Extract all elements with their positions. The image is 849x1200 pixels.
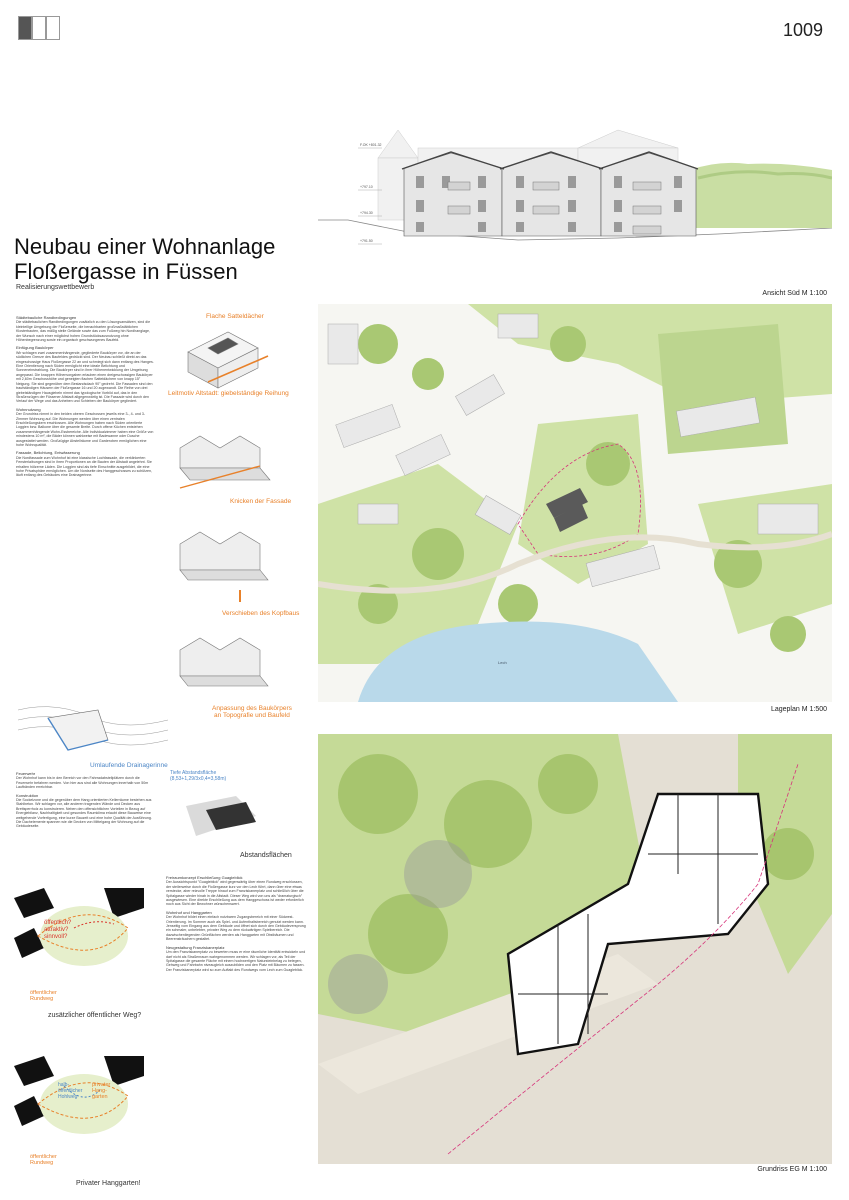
abstand-diagram xyxy=(176,786,276,846)
block1-head: Städtebauliche Randbedingungen xyxy=(16,315,77,320)
lake-label: Lech xyxy=(498,660,507,665)
block5-head: Feuerwehr xyxy=(16,771,36,776)
elevation-drawing xyxy=(318,108,832,288)
diagram-5-label: Umlaufende Drainagerinne xyxy=(90,762,168,769)
route1-q3: sinnvoll? xyxy=(44,934,68,940)
text-column-left-lower xyxy=(16,772,154,829)
route-diagram-1 xyxy=(14,888,144,988)
route-diagram-2 xyxy=(14,1056,144,1156)
diagram-3-label: Verschieben des Kopfbaus xyxy=(222,610,300,617)
block4-head: Fassade, Belichtung, Entwässerung xyxy=(16,450,80,456)
route1-caption: zusätzlicher öffentlicher Weg? xyxy=(48,1012,142,1019)
route2-orange-label-2: öffentlicher Rundweg xyxy=(30,1154,57,1166)
level-label-ground: +791.50 xyxy=(360,239,373,243)
block8: Der Wohnhof bildet einen einfach nutzbaren Zugangsbereich mit einer Südwest-Orientierung. Im Sommer auch als Spiel- und Aufenthaltsbereich genutzt werden kann. Jenseitig vom Eingang aus dem Gebäude und öffnet sich durch den Gebäudeversprung ein schmaler, unbelebter, privater Weg zu dem rückwärtigen Spielbereich. Die dazwischenliegenden Grünflächen werden als Hanggarten mit Obstbäumen und Beerensträuchern gestaltet. xyxy=(166,915,306,942)
route1-q1: öffentlich? xyxy=(44,920,72,926)
level-label-upper: +797.10 xyxy=(360,185,373,189)
diagram-1-label: Flache Satteldächer xyxy=(206,313,264,320)
block2: Wir schlagen zwei zusammenhängende, gegliederte Baukörper vor, die an der südlichen Grenze des Baufeldes gedrückt sind. Der Neubau schließt direkt an das eingeschossige Haus Floßergasse 22 an und schmiegt sich dann entlang des Hanges. Eine Orientierung nach Süden ermöglicht eine ideale Belichtung und Sonneneinstrahlung. Die Baukörper sind in ihrer Höhenentwicklung der Umgebung angepasst. Die knappen Höhenvorgaben erlauben einen dreigeschossigen Baukörper mit 2,60m Geschosshöhe und geneigten flachen Satteldächern von knapp 15° Neigung. Sie sind gegenüber dem Bestandsdach 90° gedreht. Die Fassaden sind den traufständigen Häusern der Floßergasse 16 und 20 zugewandt. Die Reihe von drei giebelständigen Hausgiebeln nimmt das typologische Vorbild auf, das in den Straßenzügen der Füssener Altstadt allgegenwärtig ist. Die Fassade wird durch den Verlauf der Wege und das Anheben und Schieben der Baukörper gegliedert. xyxy=(16,350,154,404)
diagram-5-drainage xyxy=(18,690,168,760)
block6-head: Konstruktion xyxy=(16,792,39,798)
elevation-caption: Ansicht Süd M 1:100 xyxy=(762,290,827,297)
abstand-title: Tiefe Abstandsfläche (8,53+1,29/3x0,4=3,58m) xyxy=(170,770,227,782)
page-title xyxy=(14,234,275,284)
block1: Die städtebaulichen Randbedingungen zusätzlich zu den Lösungsansätzen, sind die kleinteilige Umgebung der Floßerseite, die benachbarten großmaßstäblichen Klosterbauten, das mäßig steile Gelände sowie das zum Fußweg hin Nordhanglage, der Wunsch nach einer möglichst hohen Grundstücksausnutzung ohne Höhenbegrenzung sowie ein organisch geschwungenes Baufeld. xyxy=(16,320,151,343)
floor-plan-caption: Grundriss EG M 1:100 xyxy=(757,1166,827,1173)
text-column-left xyxy=(16,316,154,478)
block3-head: Wohnnutzung xyxy=(16,406,41,412)
block9: Um den Franziskanerplatz zu bewerten muss er eine räumliche Identität entwickeln und darf nicht als Straßenraum wahrgenommen werden. Wir schlagen vor, als Teil der Spitalgasse die gesamte Fläche mit einem hochwertigen Natursteinbelag zu belegen, Gehweg und Fahrbahn niveaugleich auszubilden und den Platz mit Bäumen zu fassen. Der Franziskanerplatz wird so zum Auftakt des Rundwegs vom Lech zum Guagleblick. xyxy=(166,950,306,972)
page-number: 1009 xyxy=(782,20,823,40)
diagram-2-label: Knicken der Fassade xyxy=(230,498,292,505)
title-line-2: Floßergasse in Füssen xyxy=(14,259,238,284)
competition-logo xyxy=(18,16,60,40)
diagram-2-massing xyxy=(170,408,280,498)
floor-plan xyxy=(318,734,832,1164)
level-label-roof: F.OK +801.32 xyxy=(360,143,382,147)
site-plan xyxy=(318,304,832,702)
block9-head: Neugestaltung Franziskanerplatz xyxy=(166,944,225,950)
abstand-caption: Abstandsflächen xyxy=(240,852,292,859)
diagram-1-sublabel: Leitmotiv Altstadt: giebelständige Reihung xyxy=(168,390,289,397)
diagram-4-massing xyxy=(170,620,280,700)
block4: Die Nordfassade zum Wohnhof ist eine klassische Lochfassade, die verklinkerten Fensterlaibungen sind in ihren Proportionen an die Bauten der Altstadt angelehnt. Sie erhalten hölzerne Läden. Die Loggien sind als tiefe Einschnitte ausgebildet, die eine hohe Privatsphäre ermöglichen. Um die Nordseite des Hanggeschosses zu schützen, läuft entlang des Gebäudes eine Drainagerinne. xyxy=(16,455,153,478)
route1-question xyxy=(44,920,71,941)
route1-q2: attraktiv? xyxy=(44,927,69,933)
page-subtitle: Realisierungswettbewerb xyxy=(16,284,95,291)
site-plan-caption: Lageplan M 1:500 xyxy=(770,706,827,713)
block7-head: Freiraumkonzept Erschließung Guagleblick xyxy=(166,875,243,880)
route2-caption: Privater Hanggarten! xyxy=(76,1180,141,1187)
block5: Der Wohnhof kann bis in den Bereich vor den Fahrradabstellplätzen durch die Feuerwehr befahren werden. Von hier aus sind alle Wohnungen innerhalb von 50m Laufbänden erreichbar. xyxy=(16,776,149,790)
diagram-3-massing xyxy=(170,514,280,604)
block7: Der Aussichtspunkt "Guagleblick" wird gegenwärtig über einen Rundweg erschlossen, der steilerweise durch die Floßergasse kurz vor den Lech führt, dann über eine etwas verstecke, aber reizvolle Treppe hinauf zum Franziskanerplatz und schließlich über die Spitalgasse wieder hinab in die Altstadt. Dieser Weg wird von uns als "dramaturgisch" ausgewiesen. Eine direkte Erschließung aus dem Hanggeschoss ist weder erforderlich noch aus Sicht der Bewohner wünschenswert. xyxy=(166,880,304,907)
title-line-1: Neubau einer Wohnanlage xyxy=(14,234,276,259)
block3: Der Grundriss nimmt in den beiden oberen Geschossen jeweils eine 3-, 4- und 3-Zimmer Wohnung auf. Die Wohnungen werden über einen zentralen Erschließungskern erschlossen. Alle Wohnungen haben nach Süden orientierte Loggien bzw. Balkone über die gesamte Breite. Durch offene Küchen entstehen zusammenhängende Wohn-Essbereiche. Alle Individualzimmer haben eine Größe von mindestens 10 m², die Bäder können wahlweise mit Badewanne oder Dusche ausgestattet werden. Großzügige Abstellräume und Garderoben ermöglichen eine hohe Wohnqualität. xyxy=(16,412,154,447)
block6: Die Sockelzone und die gegenüber dem Hang orientierten Kellerräume bestehen aus Stahlbeton. Wir schlagen vor, alle anderen tragenden Wände und Decken aus Brettsperrholz zu konstruieren. Neben den offensichtlichen Vorteilen in Bezug auf Energiebilanz, Nachhaltigkeit und gesundes Raumklima erlaubt diese Bauweise eine weitgehende Vorfertigung, eine kurze Bauzeit und eine hohe Qualität der Ausführung. Die Dachelemente spannen wie die Decken von Mittelgang der Wohnung auf die Gebäudeseite. xyxy=(16,798,152,829)
block8-head: Wohnhof und Hanggarten xyxy=(166,909,212,915)
route2-orange-label-1: privater Hang- garten xyxy=(92,1082,111,1100)
level-label-middle: +794.30 xyxy=(360,211,373,215)
diagram-4-label: Anpassung des Baukörpers an Topografie und Baufeld xyxy=(212,705,292,719)
text-column-middle xyxy=(166,876,306,972)
diagram-1-massing xyxy=(168,322,278,392)
route2-blue-label: halb- öffentlicher Hohlweg xyxy=(58,1082,83,1100)
block2-head: Einfügung Baukörper xyxy=(16,345,54,351)
route1-orange-label: öffentlicher Rundweg xyxy=(30,990,57,1002)
